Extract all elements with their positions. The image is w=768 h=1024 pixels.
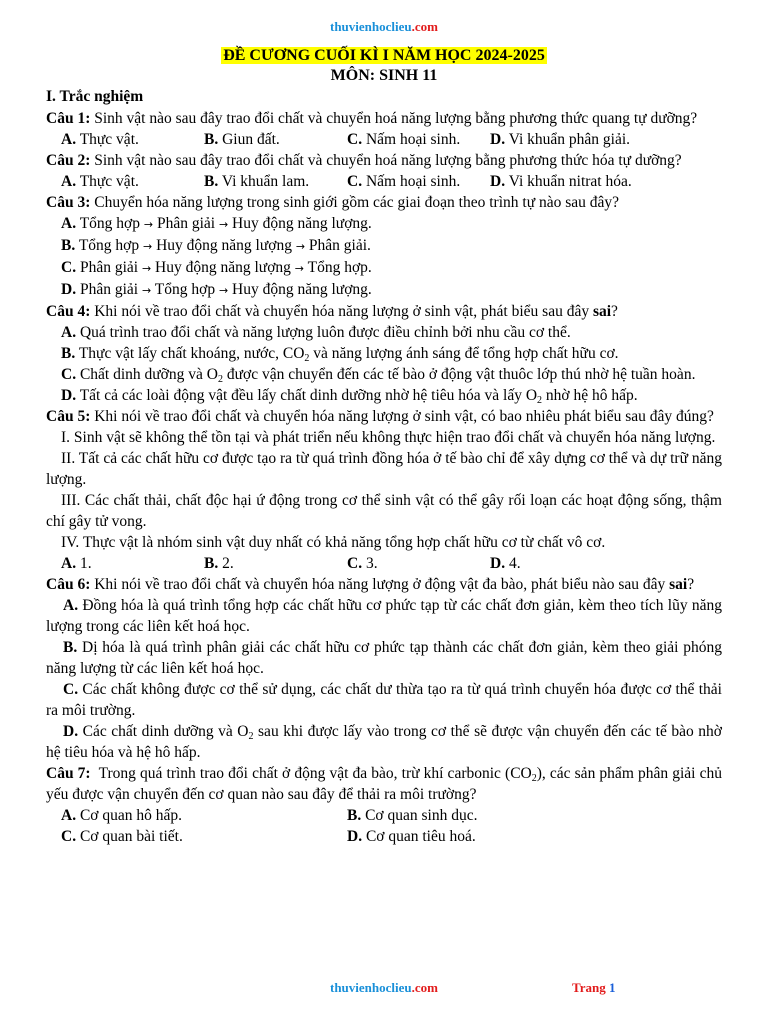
option-key: B. — [61, 345, 76, 362]
page-word: Trang — [572, 980, 606, 995]
emphasis: sai — [669, 576, 688, 593]
option-key: C. — [347, 173, 363, 190]
q1-option-b — [204, 129, 347, 150]
question-label: Câu 3: — [46, 194, 91, 211]
arrow-icon: → — [295, 240, 306, 253]
option-text: Cơ quan sinh dục. — [365, 807, 478, 824]
q5-statement-2: II. Tất cả các chất hữu cơ được tạo ra từ quá trình đồng hóa ở tế bào chỉ để xây dựng cơ thể và dự trữ năng lượng. — [46, 450, 722, 488]
option-text: Vi khuẩn phân giải. — [508, 131, 631, 148]
q1-option-a — [61, 129, 204, 150]
q5-statement-3: III. Các chất thải, chất độc hại ứ động trong cơ thể sinh vật có thể gây rối loạn các hoạt động sống, thậm chí gây tử vong. — [46, 492, 722, 530]
q5-statement-1: I. Sinh vật sẽ không thể tồn tại và phát triển nếu không thực hiện trao đổi chất và chuyển hóa năng lượng. — [61, 429, 716, 446]
option-key: A. — [61, 324, 77, 341]
stage: Phân giải — [79, 259, 139, 276]
q7-option-c — [61, 826, 347, 847]
option-key: B. — [204, 555, 219, 572]
option-text: 4. — [508, 555, 521, 572]
footer-site-domain: .com — [411, 980, 438, 995]
q3-option-b — [46, 235, 722, 257]
question-7 — [46, 763, 722, 805]
question-text: Sinh vật nào sau đây trao đổi chất và chuyển hoá năng lượng bằng phương thức hóa tự dưỡng? — [94, 152, 682, 169]
q2-option-d — [490, 171, 632, 192]
doc-subject: MÔN: SINH 11 — [330, 67, 438, 84]
option-text: Quá trình trao đổi chất và năng lượng luôn được điều chỉnh bởi nhu cầu cơ thể. — [79, 324, 571, 341]
option-key: D. — [61, 387, 77, 404]
q5-option-b — [204, 553, 347, 574]
question-label: Câu 6: — [46, 576, 91, 593]
question-text: ), các sản phẩm phân giải chủ yếu được vận chuyển đến cơ quan nào sau đây để thải ra môi trường? — [46, 765, 722, 803]
stage: Huy động năng lượng. — [232, 215, 372, 232]
option-key: D. — [61, 281, 77, 298]
q5-option-d — [490, 553, 521, 574]
option-key: B. — [63, 639, 78, 656]
stage: Phân giải — [79, 281, 139, 298]
stage: Tổng hợp — [78, 237, 140, 254]
q4-option-a — [46, 322, 722, 343]
q2-options — [46, 171, 722, 192]
option-key: B. — [204, 173, 219, 190]
q6-option-a — [46, 595, 722, 637]
option-key: C. — [61, 828, 77, 845]
stage: Huy động năng lượng — [156, 237, 292, 254]
option-key: C. — [347, 555, 363, 572]
subscript: 2 — [531, 773, 537, 784]
option-text: 2. — [222, 555, 234, 572]
option-text: 3. — [365, 555, 378, 572]
option-text: Nấm hoại sinh. — [365, 131, 461, 148]
option-key: C. — [347, 131, 363, 148]
option-text: Nấm hoại sinh. — [365, 173, 461, 190]
footer-site — [0, 980, 768, 996]
q4-option-d — [46, 385, 722, 406]
option-text: Cơ quan bài tiết. — [79, 828, 183, 845]
arrow-icon: → — [143, 240, 153, 253]
header-site-name: thuvienhoclieu — [330, 19, 412, 34]
q6-option-b — [46, 637, 722, 679]
option-text: Tất cả các loài động vật đều lấy chất dinh dưỡng nhờ hệ tiêu hóa và lấy O — [79, 387, 538, 404]
q3-option-c — [46, 257, 722, 279]
footer-site-name: thuvienhoclieu — [330, 980, 412, 995]
stage: Tổng hợp — [79, 215, 140, 232]
option-key: A. — [61, 173, 77, 190]
q7-options-row-2 — [46, 826, 722, 847]
question-text: Sinh vật nào sau đây trao đổi chất và chuyển hoá năng lượng bằng phương thức quang tự dưỡng? — [94, 110, 698, 127]
page-number-value: 1 — [608, 980, 616, 995]
option-text: Thực vật. — [79, 173, 139, 190]
option-key: D. — [347, 828, 363, 845]
question-text: Chuyển hóa năng lượng trong sinh giới gồm các giai đoạn theo trình tự nào sau đây? — [94, 194, 620, 211]
header-site — [46, 19, 722, 35]
option-text: được vận chuyển đến các tế bào ở động vật thuôc lớp thú nhờ hệ tuần hoàn. — [222, 366, 696, 383]
question-6 — [46, 574, 722, 595]
arrow-icon: → — [218, 218, 229, 231]
emphasis: sai — [592, 303, 612, 320]
question-text: Khi nói về trao đổi chất và chuyển hóa năng lượng ở sinh vật, phát biểu sau đây — [94, 303, 590, 320]
q7-option-b — [347, 805, 477, 826]
q7-option-d — [347, 826, 476, 847]
question-label: Câu 1: — [46, 110, 91, 127]
option-key: B. — [61, 237, 76, 254]
q1-option-d — [490, 129, 630, 150]
option-text: và năng lượng ánh sáng để tổng hợp chất hữu cơ. — [309, 345, 619, 362]
q3-option-a — [46, 213, 722, 235]
option-text: Chất dinh dưỡng và O — [79, 366, 218, 383]
option-key: D. — [490, 555, 506, 572]
option-text: sau khi được lấy vào trong cơ thể sẽ được vận chuyển đến các tế bào nhờ hệ tiêu hóa và hệ hô hấp. — [46, 723, 722, 761]
option-text: Dị hóa là quá trình phân giải các chất hữu cơ phức tạp thành các chất đơn giản, kèm theo giải phóng năng lượng từ các liên kết hoá học. — [46, 639, 722, 677]
stage: Tổng hợp — [154, 281, 216, 298]
arrow-icon: → — [218, 284, 229, 297]
q4-option-b — [46, 343, 722, 364]
q5-statement-4: IV. Thực vật là nhóm sinh vật duy nhất có khả năng tổng hợp chất hữu cơ từ chất vô cơ. — [61, 534, 606, 551]
stage: Tổng hợp. — [307, 259, 372, 276]
option-text: 1. — [79, 555, 92, 572]
question-5 — [46, 406, 722, 427]
content — [46, 46, 722, 847]
doc-title — [46, 46, 722, 66]
subscript: 2 — [304, 353, 310, 364]
stage: Huy động năng lượng — [155, 259, 291, 276]
question-end: ? — [687, 576, 695, 593]
q6-option-c — [46, 679, 722, 721]
option-key: B. — [204, 131, 219, 148]
stage: Phân giải. — [308, 237, 371, 254]
q4-option-c — [46, 364, 722, 385]
question-text: Trong quá trình trao đổi chất ở động vật đa bào, trừ khí carbonic (CO — [98, 765, 532, 782]
option-key: A. — [61, 807, 77, 824]
q2-option-b — [204, 171, 347, 192]
question-label: Câu 5: — [46, 408, 91, 425]
option-text: Cơ quan hô hấp. — [79, 807, 182, 824]
question-1 — [46, 108, 722, 129]
option-key: D. — [490, 173, 506, 190]
option-text: Vi khuẩn nitrat hóa. — [508, 173, 632, 190]
option-key: C. — [61, 259, 77, 276]
q2-option-c — [347, 171, 490, 192]
q5-option-a — [61, 553, 204, 574]
option-key: A. — [63, 597, 79, 614]
title-highlight: ĐỀ CƯƠNG CUỐI KÌ I NĂM HỌC 2024-2025 — [223, 47, 545, 64]
option-text: Đồng hóa là quá trình tổng hợp các chất hữu cơ phức tạp từ các chất đơn giản, kèm theo tích lũy năng lượng trong các liên kết hoá học. — [46, 597, 722, 635]
q1-option-c — [347, 129, 490, 150]
question-label: Câu 2: — [46, 152, 91, 169]
option-key: A. — [61, 131, 77, 148]
option-text: Thực vật lấy chất khoáng, nước, CO — [78, 345, 305, 362]
option-key: D. — [63, 723, 79, 740]
subscript: 2 — [248, 731, 254, 742]
question-label: Câu 7: — [46, 765, 91, 782]
option-text: Thực vật. — [79, 131, 139, 148]
question-4 — [46, 301, 722, 322]
q7-options-row-1 — [46, 805, 722, 826]
question-text: Khi nói về trao đổi chất và chuyển hóa năng lượng ở sinh vật, có bao nhiêu phát biểu sau đây đúng? — [94, 408, 714, 425]
q2-option-a — [61, 171, 204, 192]
option-text: Các chất không được cơ thể sử dụng, các chất dư thừa tạo ra từ quá trình chuyển hóa được cơ thể thải ra môi trường. — [46, 681, 722, 719]
option-key: A. — [61, 555, 77, 572]
subscript: 2 — [537, 395, 543, 406]
stage: Phân giải — [156, 215, 216, 232]
question-3 — [46, 192, 722, 213]
option-key: D. — [490, 131, 506, 148]
question-label: Câu 4: — [46, 303, 91, 320]
option-key: B. — [347, 807, 362, 824]
question-text: Khi nói về trao đổi chất và chuyển hóa năng lượng ở động vật đa bào, phát biểu nào sau đây — [94, 576, 666, 593]
option-text: Cơ quan tiêu hoá. — [365, 828, 476, 845]
header-site-domain: .com — [411, 19, 438, 34]
page-footer — [0, 980, 768, 998]
option-text: nhờ hệ hô hấp. — [542, 387, 638, 404]
q5-option-c — [347, 553, 490, 574]
question-end: ? — [611, 303, 618, 320]
subscript: 2 — [217, 374, 223, 385]
q3-option-d — [46, 279, 722, 301]
option-key: C. — [61, 366, 77, 383]
arrow-icon: → — [141, 262, 152, 275]
section-heading: I. Trắc nghiệm — [46, 88, 144, 105]
q1-options — [46, 129, 722, 150]
option-key: C. — [63, 681, 79, 698]
q6-option-d — [46, 721, 722, 763]
q7-option-a — [61, 805, 347, 826]
q5-options — [46, 553, 722, 574]
option-text: Các chất dinh dưỡng và O — [82, 723, 249, 740]
question-2 — [46, 150, 722, 171]
option-text: Vi khuẩn lam. — [221, 173, 310, 190]
stage: Huy động năng lượng. — [232, 281, 372, 298]
option-key: A. — [61, 215, 77, 232]
option-text: Giun đất. — [222, 131, 280, 148]
page-number — [572, 980, 615, 996]
arrow-icon: → — [294, 262, 304, 275]
arrow-icon: → — [141, 284, 152, 297]
arrow-icon: → — [143, 218, 154, 231]
